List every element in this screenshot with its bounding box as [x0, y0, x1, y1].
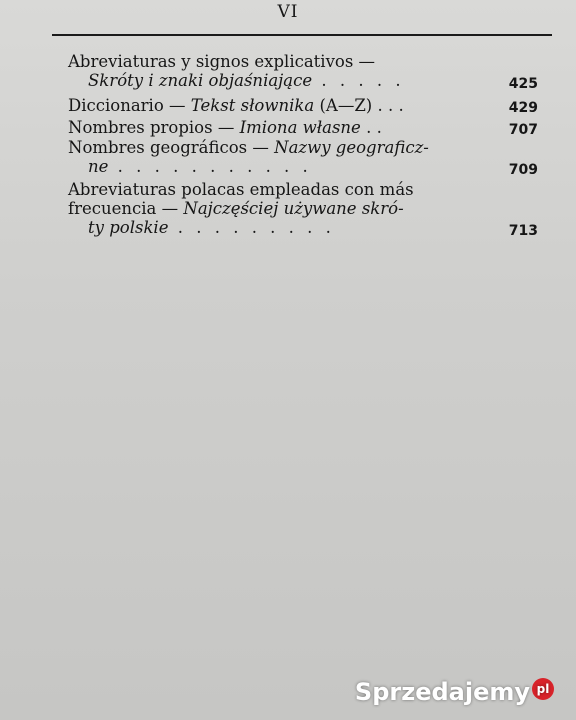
toc-polish-title: Nazwy geograficz- [274, 138, 429, 157]
toc-spanish-title: Nombres geográficos — [68, 138, 275, 157]
toc-spanish-title: Abreviaturas polacas empleadas con más [68, 180, 414, 199]
toc-page-number: 707 [508, 122, 538, 138]
toc-entry-line [68, 199, 536, 218]
header-rule [52, 34, 552, 36]
toc-spanish-title: . . . . . . . . . [168, 218, 335, 237]
toc-entry-line [68, 218, 536, 237]
toc-entry-line [68, 138, 536, 157]
watermark [355, 678, 554, 706]
toc-polish-title: Najczęściej używane skró- [183, 199, 404, 218]
watermark-badge: pl [532, 678, 554, 700]
toc-entry-line [68, 180, 536, 199]
toc-entry-line [68, 96, 536, 115]
toc-spanish-title: . . . . . [312, 71, 405, 90]
page-number-roman: VI [277, 2, 299, 22]
toc-entry-line [68, 71, 536, 90]
toc-polish-title: ne [88, 157, 109, 176]
toc-entry [68, 96, 536, 115]
toc-page-number: 425 [508, 76, 538, 92]
toc-spanish-title: Diccionario — [68, 96, 191, 115]
toc-polish-title: Tekst słownika [190, 96, 315, 115]
toc-entry [68, 52, 536, 90]
toc-spanish-title: (A—Z) . . . [314, 96, 404, 115]
watermark-text: Sprzedajemy [354, 678, 530, 706]
toc-entry [68, 118, 536, 137]
toc-spanish-title: . . [360, 118, 382, 137]
toc-entry [68, 180, 536, 237]
toc-page-number: 429 [508, 100, 538, 116]
toc-spanish-title: . . . . . . . . . . . [108, 157, 312, 176]
toc-page-number: 709 [508, 162, 538, 178]
toc-entry [68, 138, 536, 176]
toc-spanish-title: Nombres propios — [68, 118, 240, 137]
toc-spanish-title: Abreviaturas y signos explicativos — [68, 52, 376, 71]
toc-entry-line [68, 118, 536, 137]
toc-polish-title: Skróty i znaki objaśniające [88, 71, 313, 90]
toc-entry-line [68, 52, 536, 71]
toc-polish-title: Imiona własne [239, 118, 361, 137]
toc-spanish-title: frecuencia — [68, 199, 184, 218]
toc-entry-line [68, 157, 536, 176]
toc-polish-title: ty polskie [88, 218, 169, 237]
toc-page-number: 713 [508, 223, 538, 239]
